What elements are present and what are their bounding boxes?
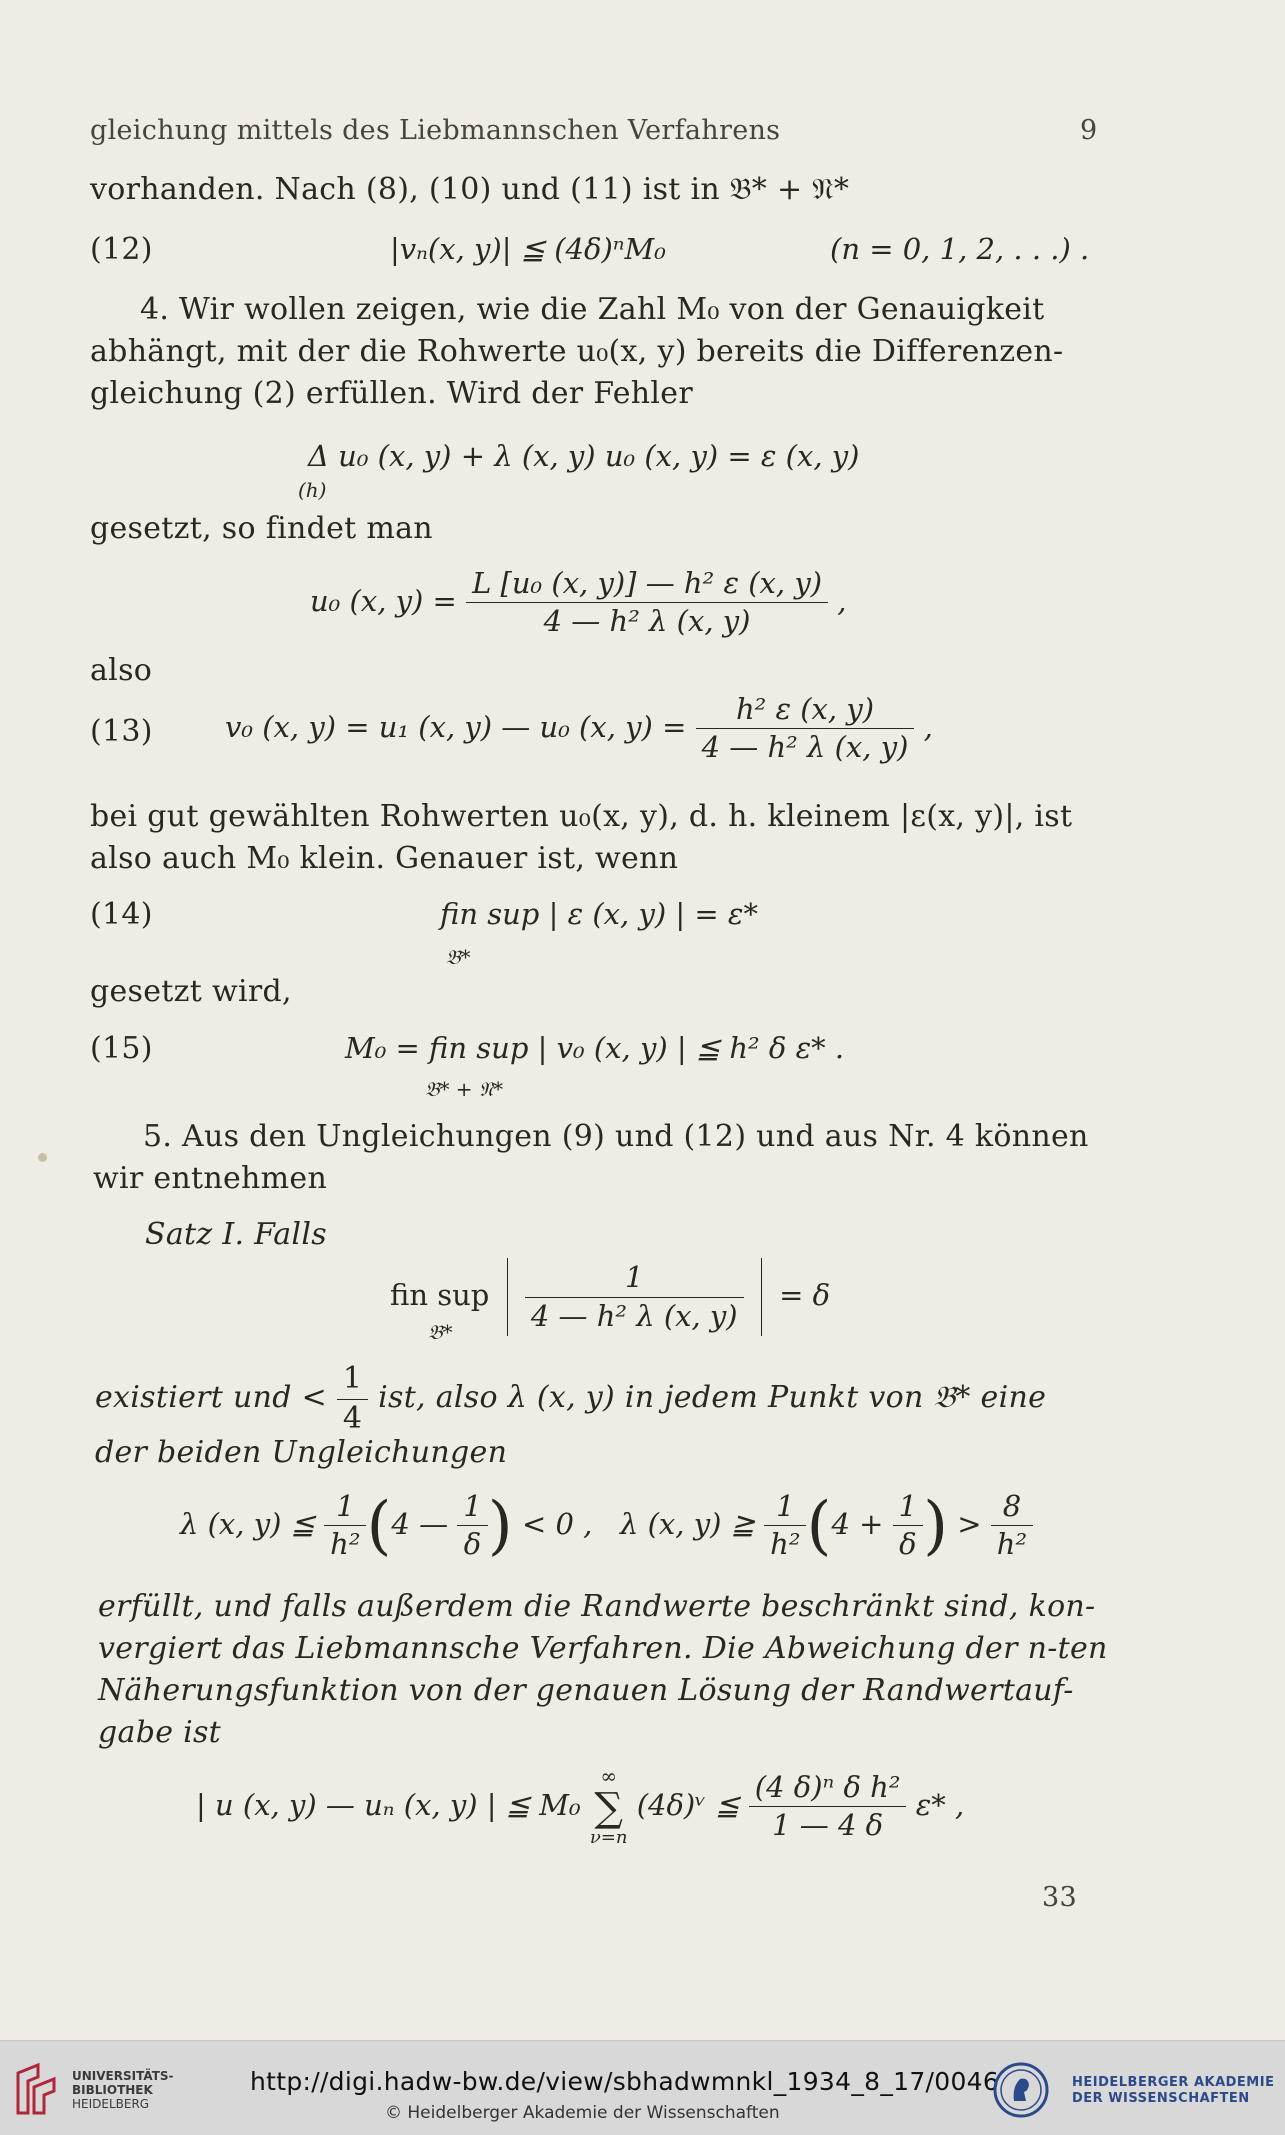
- viewer-footer: [0, 2040, 1285, 2135]
- equation-label: (12): [90, 232, 153, 267]
- equation-13: [225, 693, 933, 765]
- academy-name: [1072, 2075, 1274, 2107]
- fraction-numerator: 1: [764, 1490, 806, 1526]
- theorem-line: der beiden Ungleichungen: [95, 1435, 508, 1470]
- paren-content: 4 +: [831, 1506, 884, 1541]
- comma: ,: [837, 583, 847, 618]
- paren-content: 4 —: [391, 1506, 449, 1541]
- equation-15: M₀ = fin sup | v₀ (x, y) | ≦ h² δ ε* .: [345, 1031, 845, 1065]
- fraction-numerator: 1: [525, 1261, 744, 1297]
- theorem-line: erfüllt, und falls außerdem die Randwerte beschränkt sind, kon-: [98, 1589, 1096, 1624]
- equation-label: (14): [90, 897, 153, 932]
- final-post: ε* ,: [915, 1787, 965, 1822]
- sum-sign: ∑: [594, 1785, 623, 1831]
- theorem-line: [95, 1362, 1046, 1436]
- text-line: bei gut gewählten Rohwerten u₀(x, y), d. h. kleinem |ε(x, y)|, ist: [90, 799, 1073, 834]
- copyright-notice: © Heidelberger Akademie der Wissenschaften: [385, 2103, 780, 2123]
- u0-equation-lhs: u₀ (x, y) =: [310, 583, 457, 618]
- theorem-line: vergiert das Liebmannsche Verfahren. Die Abweichung der n-ten: [98, 1631, 1108, 1666]
- summation: [590, 1765, 628, 1849]
- fraction-numerator: 8: [991, 1490, 1033, 1526]
- equation-13-fraction: [696, 693, 915, 765]
- paragraph-4-line: abhängt, mit der die Rohwerte u₀(x, y) bereits die Differenzen-: [90, 334, 1064, 369]
- permalink-url[interactable]: http://digi.hadw-bw.de/view/sbhadwmnkl_1934_8_17/0046: [250, 2067, 1000, 2096]
- equation-13-lhs: v₀ (x, y) = u₁ (x, y) — u₀ (x, y) =: [225, 709, 687, 744]
- left-paren: (: [366, 1488, 392, 1563]
- text-line: gesetzt wird,: [90, 974, 292, 1009]
- equation-15-subscript: 𝔅* + 𝔑*: [425, 1077, 504, 1101]
- sum-upper: ∞: [600, 1764, 617, 1788]
- equation-14: fin sup | ε (x, y) | = ε*: [440, 897, 758, 931]
- fraction-numerator: 1: [893, 1490, 923, 1526]
- inequality-2-lhs: λ (x, y) ≧: [620, 1506, 755, 1541]
- right-paren: ): [487, 1488, 513, 1563]
- right-paren: ): [923, 1488, 949, 1563]
- error-equation: Δ u₀ (x, y) + λ (x, y) u₀ (x, y) = ε (x, y): [308, 439, 860, 473]
- theorem-heading: Satz I. Falls: [145, 1217, 327, 1252]
- fraction-numerator: 1: [324, 1490, 366, 1526]
- abs-bar: [507, 1258, 508, 1336]
- fraction-denominator: 4: [342, 1400, 363, 1436]
- error-equation-subscript: (h): [298, 478, 327, 502]
- inequality-1-lhs: λ (x, y) ≦: [180, 1506, 315, 1541]
- equation-label: (15): [90, 1031, 153, 1066]
- fraction-denominator: h²: [770, 1527, 801, 1562]
- fin-sup: fin sup: [390, 1278, 490, 1312]
- fraction-numerator: h² ε (x, y): [696, 693, 915, 729]
- abs-bar: [761, 1258, 762, 1336]
- fraction-denominator: 4 — h² λ (x, y): [701, 730, 909, 765]
- comma: ,: [923, 709, 933, 744]
- theorem-condition: [390, 1258, 830, 1336]
- equation-label: (13): [90, 714, 153, 749]
- theorem-text: ist, also λ (x, y) in jedem Punkt von 𝔅* eine: [378, 1380, 1047, 1415]
- text-line: also: [90, 653, 153, 688]
- academy-line: DER WISSENSCHAFTEN: [1072, 2091, 1250, 2106]
- paragraph-5-line: wir entnehmen: [93, 1161, 328, 1196]
- academy-line: HEIDELBERGER AKADEMIE: [1072, 2075, 1275, 2090]
- inequality-1-rhs: < 0 ,: [521, 1506, 593, 1541]
- library-name: [72, 2069, 174, 2111]
- theorem-line: Näherungsfunktion von der genauen Lösung der Randwertauf-: [98, 1673, 1074, 1708]
- fraction-numerator: L [u₀ (x, y)] — h² ε (x, y): [466, 567, 828, 603]
- inequality-fraction: [324, 1490, 366, 1562]
- fraction-denominator: h²: [996, 1527, 1028, 1562]
- library-line: UNIVERSITÄTS-: [72, 2069, 174, 2083]
- inner-fraction: [457, 1490, 487, 1562]
- paper-fleck: [38, 1153, 47, 1162]
- equation-14-subscript: 𝔅*: [446, 945, 471, 969]
- final-lhs: | u (x, y) — uₙ (x, y) | ≦ M₀: [196, 1787, 581, 1822]
- fraction-denominator: δ: [899, 1527, 917, 1562]
- running-title: gleichung mittels des Liebmannschen Verfahrens: [90, 115, 781, 146]
- academy-seal-icon: [992, 2061, 1050, 2119]
- quarter-fraction: [337, 1362, 368, 1436]
- inequality-fraction: [764, 1490, 806, 1562]
- sheet-number: 33: [1042, 1882, 1077, 1913]
- fraction-denominator: δ: [463, 1527, 482, 1562]
- inner-fraction: [893, 1490, 923, 1562]
- final-estimate: [196, 1765, 964, 1849]
- equals-delta: = δ: [779, 1278, 831, 1312]
- fraction-denominator: 4 — h² λ (x, y): [530, 1298, 738, 1333]
- fraction-numerator: 1: [457, 1490, 487, 1526]
- final-mid: (4δ)ᵛ ≦: [636, 1787, 740, 1822]
- inequality-2-rhs: >: [957, 1506, 982, 1541]
- fraction-denominator: 1 — 4 δ: [772, 1808, 884, 1843]
- fraction-numerator: 1: [337, 1362, 368, 1400]
- library-line: BIBLIOTHEK: [72, 2083, 153, 2097]
- equation-12-range: (n = 0, 1, 2, . . .) .: [830, 232, 1090, 266]
- sum-lower: ν=n: [589, 1827, 628, 1848]
- inequality-fraction: [991, 1490, 1033, 1562]
- library-line: HEIDELBERG: [72, 2097, 150, 2111]
- theorem-text: existiert und <: [95, 1380, 328, 1415]
- fraction-numerator: (4 δ)ⁿ δ h²: [749, 1771, 907, 1807]
- fraction-denominator: 4 — h² λ (x, y): [543, 604, 751, 639]
- u0-equation: [310, 567, 846, 639]
- paragraph-5-line: 5. Aus den Ungleichungen (9) und (12) und aus Nr. 4 können: [143, 1119, 1089, 1154]
- library-logo-icon: [14, 2063, 60, 2115]
- fraction-denominator: h²: [330, 1527, 361, 1562]
- inequalities: [180, 1490, 1033, 1562]
- text-line: vorhanden. Nach (8), (10) und (11) ist in 𝔅* + 𝔑*: [90, 172, 850, 207]
- theorem-condition-subscript: 𝔅*: [428, 1320, 453, 1344]
- paragraph-4-line: 4. Wir wollen zeigen, wie die Zahl M₀ von der Genauigkeit: [140, 292, 1045, 327]
- text-line: also auch M₀ klein. Genauer ist, wenn: [90, 841, 679, 876]
- theorem-line: gabe ist: [98, 1715, 222, 1750]
- paragraph-4-line: gleichung (2) erfüllen. Wird der Fehler: [90, 376, 693, 411]
- page-number: 9: [1080, 115, 1098, 146]
- final-fraction: [749, 1771, 907, 1843]
- left-paren: (: [806, 1488, 832, 1563]
- u0-equation-fraction: [466, 567, 828, 639]
- theorem-fraction: [525, 1261, 744, 1333]
- equation-12: |vₙ(x, y)| ≦ (4δ)ⁿM₀: [390, 232, 666, 266]
- text-line: gesetzt, so findet man: [90, 511, 433, 546]
